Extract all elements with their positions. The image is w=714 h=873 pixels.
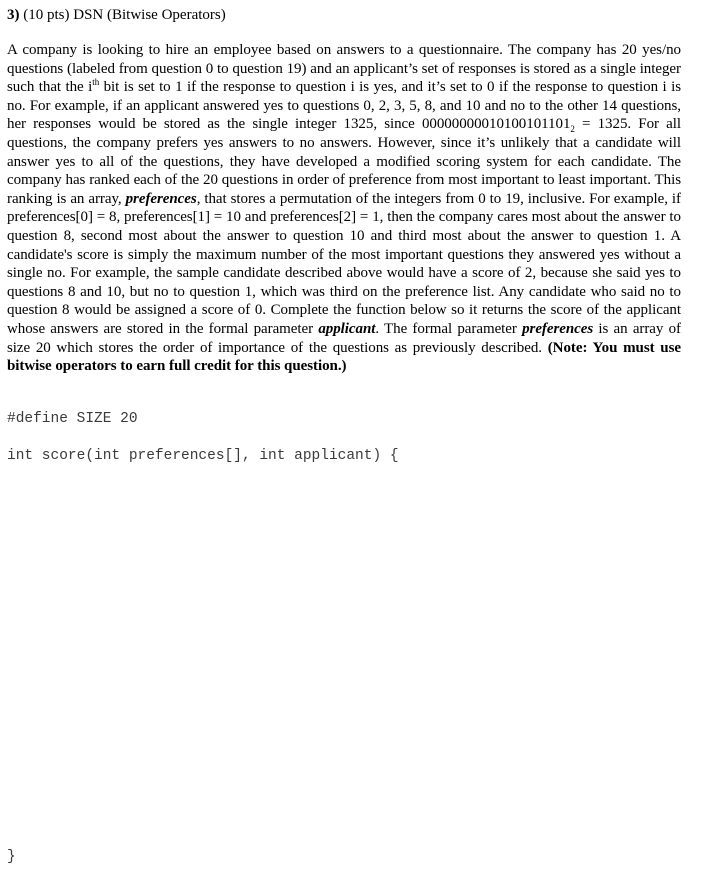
description-part-4: , that stores a permutation of the integers from 0 to 19, inclusive. For example, if preferences[0] = 8, preferences[1] = 10 and preferences[2] = 1, then the company cares most about the answer to question 8, second most about the answer to question 10 and third most about the answer to question 1. A candidate's score is simply the maximum number of the most important questions they answered yes without a single no. For example, the sample candidate described above would have a score of 2, because she said yes to questions 8 and 10, but no to question 1, which was third on the preference list. Any candidate who said no to question 8 would be assigned a score of 0. Complete the function below so it returns the score of the applicant whose answers are stored in the formal parameter	[7, 190, 681, 337]
description-part-6: is an array of size 20 which stores the order of importance of the questions as previously described.	[7, 320, 681, 356]
description-part-1: A company is looking to hire an employee based on answers to a questionnaire. The company has 20 yes/no questions (labeled from question 0 to question 19) and an applicant’s set of responses is stored as a single integer such that the i	[7, 42, 681, 96]
code-function-signature: int score(int preferences[], int applicant) {	[7, 448, 399, 464]
description-part-5: . The formal parameter	[375, 320, 523, 337]
question-heading	[7, 5, 226, 25]
code-define-line: #define SIZE 20	[7, 411, 138, 427]
description-part-2: bit is set to 1 if the response to question i is yes, and it’s set to 0 if the response to question i is no. For example, if an applicant answered yes to questions 0, 2, 3, 5, 8, and 10 and no to the other 14 questions, her responses would be stored as the single integer 1325, since 00000000010100101101	[7, 79, 682, 133]
subscript-base-2: 2	[570, 124, 575, 135]
question-description	[7, 41, 681, 376]
code-closing-brace: }	[7, 849, 16, 865]
question-number: 3)	[7, 7, 20, 23]
question-title: (10 pts) DSN (Bitwise Operators)	[19, 7, 226, 23]
bitwise-note: (Note: You must use bitwise operators to earn full credit for this question.)	[7, 339, 681, 375]
keyword-preferences: preferences	[125, 190, 197, 207]
superscript-th: th	[92, 77, 100, 88]
description-part-3: = 1325. For all questions, the company prefers yes answers to no answers. However, since it’s unlikely that a candidate will answer yes to all of the questions, they have developed a modified scoring system for each candidate. The company has ranked each of the 20 questions in order of preference from most important to least important. This ranking is an array,	[7, 116, 681, 207]
keyword-preferences-2: preferences	[522, 320, 594, 337]
keyword-applicant: applicant	[318, 320, 376, 337]
